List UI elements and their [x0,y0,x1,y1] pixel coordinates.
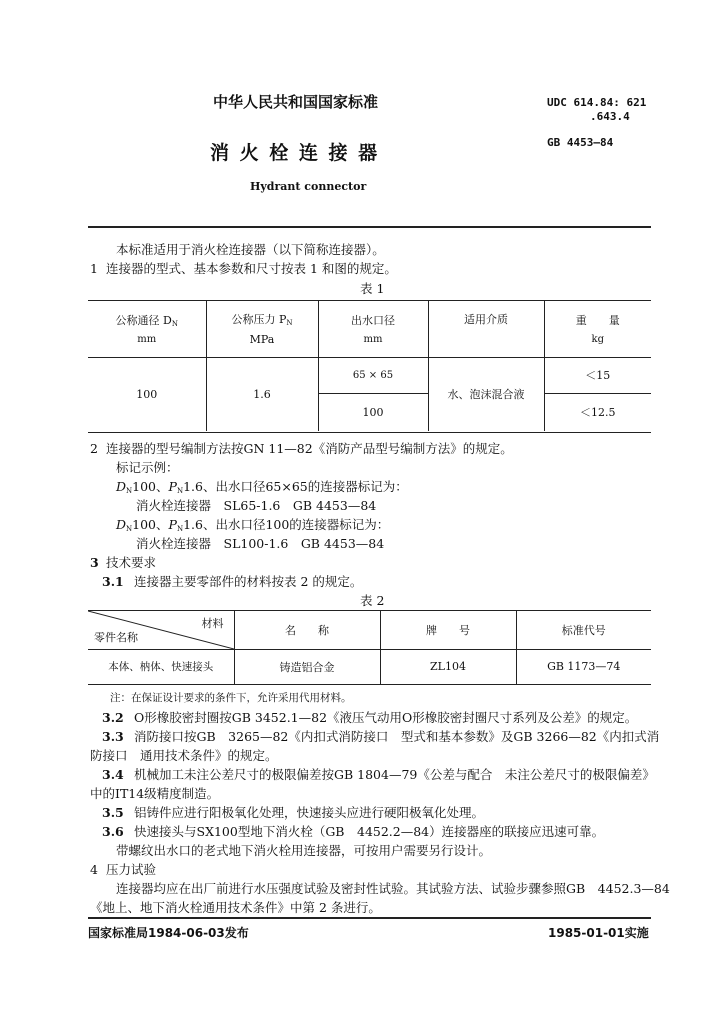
section-4-text-line1: 连接器均应在出厂前进行水压强度试验及密封性试验。其试验方法、试验步骤参照GB 4452.3—84 [116,881,670,896]
table-1 [88,301,651,431]
section-1-text: 连接器的型式、基本参数和尺寸按表 1 和图的规定。 [106,261,397,276]
header-pn-unit: MPa [249,333,275,347]
section-3-number: 3 [90,555,99,570]
example-1-mark: 消火栓连接器 SL65-1.6 GB 4453—84 [136,498,377,513]
table-2-bottom-rule [88,684,651,685]
header-part-name: 零件名称 [94,631,138,644]
header-name: 名 称 [234,611,380,650]
dn-subscript: N [126,487,133,495]
header-rule [88,226,651,228]
cell-weight-1: ＜15 [544,357,651,393]
document-title-english: Hydrant connector [250,180,367,193]
header-weight: 重 量 [575,314,620,328]
table-2-header-row [88,611,651,650]
section-2-text: 连接器的型号编制方法按GN 11—82《消防产品型号编制方法》的规定。 [106,441,513,456]
header-medium: 适用介质 [464,313,508,327]
header-standard-code: 标准代号 [561,624,606,637]
cell-material-name: 铸造铝合金 [234,650,380,684]
cell-grade: ZL104 [380,650,516,684]
document-title: 消 火 栓 连 接 器 [210,142,380,164]
cell-outlet-2: 100 [318,393,428,431]
section-4-text-line2: 《地上、地下消火栓通用技术条件》中第 2 条进行。 [90,900,381,915]
pn-subscript: N [176,525,184,533]
header-weight-unit: kg [591,334,604,346]
table-1-bottom-rule [88,432,651,433]
table-2 [88,611,651,684]
example-label: 标记示例： [116,460,179,475]
cell-pn: 1.6 [206,357,318,431]
pn-subscript: N [176,487,184,495]
effective-date: 1985-01-01实施 [548,926,649,940]
table-2-caption: 表 2 [360,593,385,608]
header-pn-subscript: N [286,319,293,328]
section-3-1-text: 连接器主要零部件的材料按表 2 的规定。 [134,574,363,589]
section-1-number: 1 [90,261,98,276]
cell-weight-2: ＜12.5 [580,406,616,420]
cell-medium: 水、泡沫混合液 [428,357,544,431]
dn-symbol: D [116,517,127,532]
clause-3-6-text-line2: 带螺纹出水口的老式地下消火栓用连接器，可按用户需要另行设计。 [116,843,492,858]
header-dn-unit: mm [137,334,157,346]
table-1-header-row [88,301,651,357]
dn-value: 100、 [132,479,169,494]
clause-3-2-number: 3.2 [102,710,124,725]
clause-3-3-text-line2: 防接口 通用技术条件》的规定。 [90,748,278,763]
table-2-row [88,650,651,684]
clause-3-5-text: 铝铸件应进行阳极氧化处理，快速接头应进行硬阳极氧化处理。 [134,805,485,820]
cell-dn: 100 [88,357,206,431]
dn-value: 100、 [132,517,169,532]
clause-3-3-number: 3.3 [102,729,124,744]
section-3-title: 技术要求 [106,555,157,570]
header-nominal-diameter: 公称通径 D [115,314,172,328]
section-3-1-number: 3.1 [102,574,124,589]
header-grade: 牌 号 [380,611,516,650]
example-1-rest: 1.6、出水口径65×65的连接器标记为： [183,479,408,494]
header-outlet-diameter: 出水口径 [351,314,395,328]
udc-code-line1: UDC 614.84: 621 [547,96,647,109]
table-2-note: 注：在保证设计要求的条件下，允许采用代用材料。 [110,692,352,704]
dn-symbol: D [116,479,127,494]
section-2-number: 2 [90,441,98,456]
pn-symbol: P [168,517,177,532]
section-4-title: 压力试验 [106,862,157,877]
clause-3-2-text: O形橡胶密封圈按GB 3452.1—82《液压气动用O形橡胶密封圈尺寸系列及公差》的规定。 [134,710,638,725]
udc-code-line2: .643.4 [590,110,630,123]
issue-date: 国家标准局1984-06-03发布 [88,926,249,940]
footer-rule [88,917,651,919]
header-dn-subscript: N [171,320,178,329]
example-2-rest: 1.6、出水口径100的连接器标记为： [183,517,390,532]
clause-3-4-text-line2: 中的IT14级精度制造。 [90,786,220,801]
cell-part: 本体、枘体、快速接头 [88,650,234,684]
clause-3-3-text-line1: 消防接口按GB 3265—82《内扣式消防接口 型式和基本参数》及GB 3266—82《内扣式消 [134,729,660,744]
cell-outlet-1: 65 × 65 [318,357,428,393]
example-2-mark: 消火栓连接器 SL100-1.6 GB 4453—84 [136,536,385,551]
header-outlet-unit: mm [363,334,383,346]
header-nominal-pressure: 公称压力 P [231,313,287,327]
table-1-row [88,357,651,393]
clause-3-6-number: 3.6 [102,824,124,839]
clause-3-6-text: 快速接头与SX100型地下消火栓（GB 4452.2—84）连接器座的联接应迅速可靠。 [134,824,605,839]
cell-standard: GB 1173—74 [547,660,621,674]
section-4-number: 4 [90,862,98,877]
table-1-caption: 表 1 [360,281,385,296]
intro-paragraph: 本标准适用于消火栓连接器（以下简称连接器）。 [116,242,385,257]
header-material: 材料 [201,617,224,630]
clause-3-4-text-line1: 机械加工未注公差尺寸的极限偏差按GB 1804—79《公差与配合 未注公差尺寸的极限偏差》 [134,767,655,782]
pn-symbol: P [168,479,177,494]
dn-subscript: N [126,525,133,533]
clause-3-5-number: 3.5 [102,805,124,820]
gb-standard-code: GB 4453—84 [547,136,614,149]
clause-3-4-number: 3.4 [102,767,124,782]
issuing-authority: 中华人民共和国国家标准 [213,93,379,111]
